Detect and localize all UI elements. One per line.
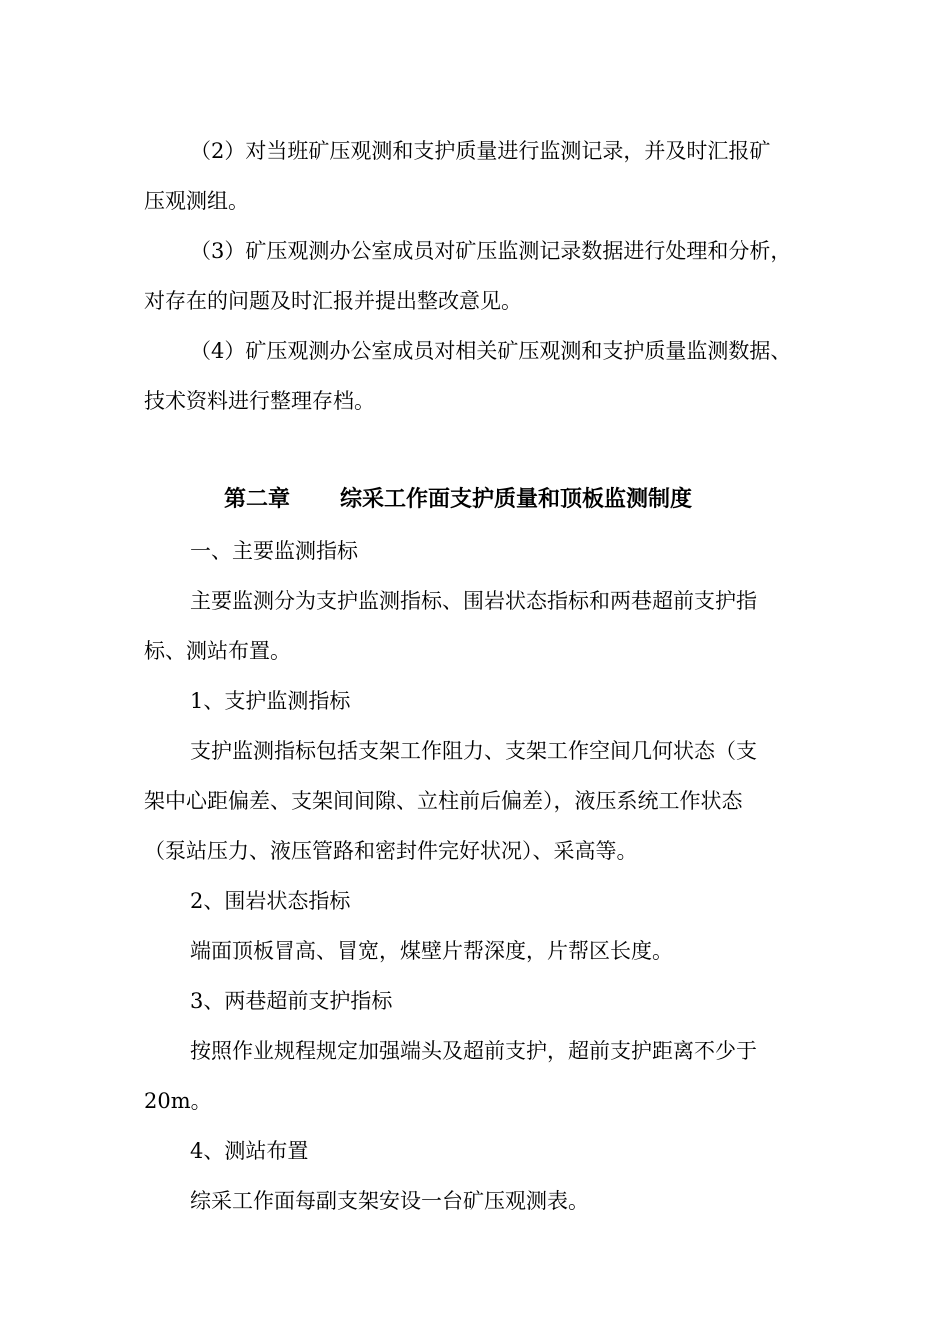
surrounding-rock-line-1: 端面顶板冒高、冒宽，煤壁片帮深度，片帮区长度。	[190, 939, 673, 963]
support-indicators-line-1: 支护监测指标包括支架工作阻力、支架工作空间几何状态（支	[190, 739, 757, 763]
intro-line-2: 标、测站布置。	[144, 639, 291, 663]
subheading-station-layout: 4、测站布置	[190, 1139, 309, 1163]
subheading-surrounding-rock: 2、围岩状态指标	[190, 889, 351, 913]
station-layout-line-1: 综采工作面每副支架安设一台矿压观测表。	[190, 1189, 589, 1213]
item-4-line-2: 技术资料进行整理存档。	[144, 389, 375, 413]
advance-support-line-2: 20m。	[144, 1089, 212, 1113]
item-3-line-1: （3）矿压观测办公室成员对矿压监测记录数据进行处理和分析，	[190, 239, 792, 263]
item-2-line-2: 压观测组。	[144, 189, 249, 213]
section-heading-main-indicators: 一、主要监测指标	[190, 539, 358, 563]
chapter-title: 综采工作面支护质量和顶板监测制度	[340, 486, 693, 512]
advance-support-line-1: 按照作业规程规定加强端头及超前支护，超前支护距离不少于	[190, 1039, 757, 1063]
item-3-line-2: 对存在的问题及时汇报并提出整改意见。	[144, 289, 522, 313]
item-2-line-1: （2）对当班矿压观测和支护质量进行监测记录，并及时汇报矿	[190, 139, 771, 163]
subheading-support-indicators: 1、支护监测指标	[190, 689, 351, 713]
item-4-line-1: （4）矿压观测办公室成员对相关矿压观测和支护质量监测数据、	[190, 339, 792, 363]
support-indicators-line-3: （泵站压力、液压管路和密封件完好状况）、采高等。	[144, 839, 638, 863]
subheading-advance-support: 3、两巷超前支护指标	[190, 989, 393, 1013]
chapter-number: 第二章	[224, 486, 291, 512]
chapter-heading	[0, 484, 950, 514]
intro-line-1: 主要监测分为支护监测指标、围岩状态指标和两巷超前支护指	[190, 589, 757, 613]
support-indicators-line-2: 架中心距偏差、支架间间隙、立柱前后偏差），液压系统工作状态	[144, 789, 743, 813]
